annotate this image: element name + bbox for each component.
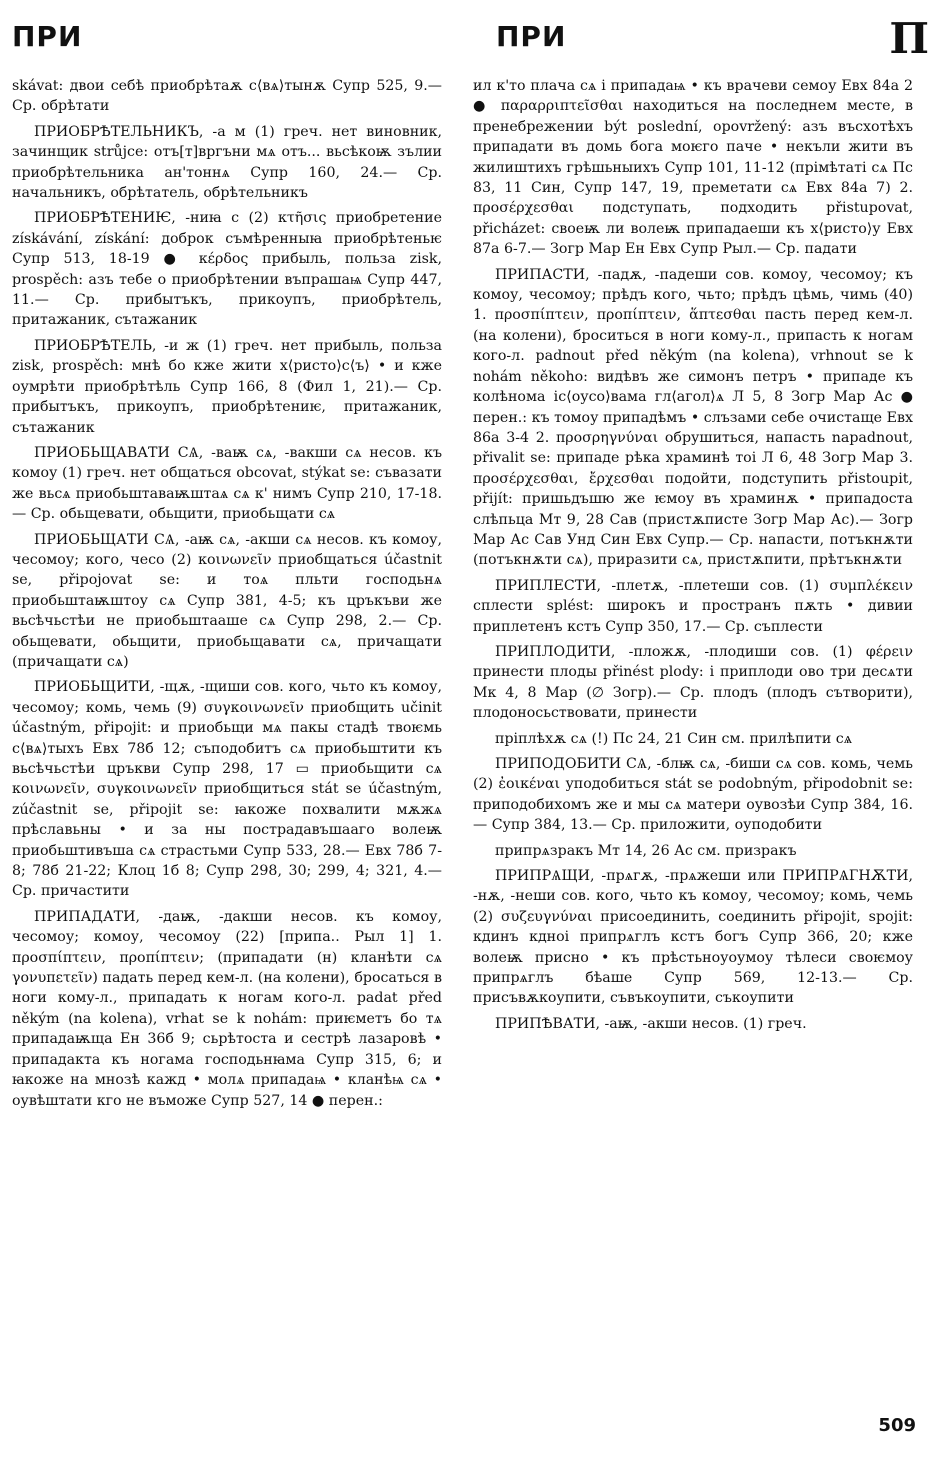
right-column: [473, 76, 913, 1406]
entry-priobshtati-se: ПРИОБЬЩАТИ СѦ, -аѭ сѧ, -акши сѧ несов. къ комоу, чесомоу; кого, чесо (2) κοινωνεῖν приобщаться účastnit se, připojovat se: и тоѧ пльти господьнѧ приобьштаѭштоу сѧ Супр 381, 4-5; къ цръкъви же вьсѣчьстѣи не приобьштааше сѧ Супр 298, 2.— Ср. обьщевати, обьщити, приобьщавати сѧ, причащати (причащати сѧ): [12, 531, 442, 670]
entry-continuation: ил к'то плача сѧ і припадаѩ • къ врачеви семоу Евх 84а 2 ● παραρριπτεῖσθαι находиться на последнем месте, в пренебрежении být poslední, opovržený: азъ въсхотѣхъ припадати въ домь бога моѥго паче • некъли жити въ жилиштихъ грѣшьныихъ Супр 101, 11-12 (прімѣтаті сѧ Пс 83, 11 Син, Супр 147, 19, преметати сѧ Евх 84а 7) 2. προσέρχεσθαι подступать, подходить přistupovat, přicházet: своеѭ ли волеѭ припадаеши къ х⟨ристо⟩у Евх 87а 6-7.— Зогр Мар Ен Евх Супр Рыл.— Ср. падати: [473, 78, 913, 258]
entry-priplesti: ПРИПЛЕСТИ, -плетѫ, -плетеши сов. (1) συμπλέκειν сплести splést: широкъ и пространъ пѫть • дивии приплетенъ кстъ Супр 350, 17.— Ср. съплести: [473, 577, 913, 635]
entry-priplehsha-se: прiплѣхѫ сѧ (!) Пс 24, 21 Син см. прилѣпити сѧ: [495, 730, 853, 747]
section-letter: П: [889, 14, 930, 63]
entry-priobshtavati-se: ПРИОБЬЩАВАТИ СѦ, -ваѭ сѧ, -вакши сѧ несов. къ комоу (1) греч. нет общаться obcovat, stýkat se: съвазати же вьсѧ приобьштаваѭштаѧ сѧ к' нимъ Супр 210, 17-18.— Ср. обьщевати, обьщити, приобьщати сѧ: [12, 444, 442, 523]
running-head-right: ПРИ: [496, 20, 567, 53]
page-number: 509: [878, 1415, 916, 1436]
entry-continuation: skávat: двои себѣ приобрѣтаѫ с⟨вѧ⟩тынѫ Супр 525, 9.— Ср. обрѣтати: [12, 78, 442, 115]
entry-pripodobiti-se: ПРИПОДОБИТИ СѦ, -блѭ сѧ, -биши сѧ сов. комь, чемь (2) ἐοικέναι уподобиться stát se podobným, připodobnit se: приподобихомъ же и мы сѧ матери оувозѣи Супр 384, 16.— Супр 384, 13.— Ср. приложити, оуподобити: [473, 756, 913, 834]
running-head-left: ПРИ: [12, 20, 83, 53]
entry-priobretel: ПРИОБРѢТЕЛЬ, -и ж (1) греч. нет прибыль, польза zisk, prospěch: мнѣ бо кже жити х⟨ристо⟩с⟨ъ⟩ • и кже оумрѣти приобрѣтѣль Супр 166, 8 (Фил 1, 21).— Ср. прибытъкъ, прикоупъ, приобрѣтениѥ, притажаник, сътажаник: [12, 337, 442, 436]
entry-pripasti: ПРИПАСТИ, -падѫ, -падеши сов. комоу, чесомоу; къ комоу, чесомоу; прѣдъ кого, чьто; прѣдъ цѣмь, чимь (40) 1. προσπίπτειν, προπίπτειν, ἅπτεσθαι пасть перед кем-л. (на колени), броситься в ноги кому-л., припасть к ногам кого-л. padnout před někým (na kolena), vrhnout se k nohám někoho: видѣвъ же симонъ петръ • припаде къ колѣнома іс⟨оусо⟩вама гл⟨агол⟩ѧ Л 5, 8 Зогр Мар Ас ● перен.: къ томоу припадѣмъ • слъзами себе очистаще Евх 86а 3-4 2. προσρηγνύναι обрушиться, напасть napadnout, přivalit se: припаде рѣка храминѣ тоі Л 6, 48 Зогр Мар 3. προσέρχεσθαι, ἔρχεσθαι подойти, подступить přistoupit, přijít: пришьдъшю же ѥмоу въ храминѫ • припадоста слѣпьца Мт 9, 28 Сав (пристѫписте Зогр Мар Ас).— Зогр Мар Ас Сав Унд Син Евх Супр.— Ср. напасти, потъкнѫти (потъкнѫти сѧ), приразити сѧ, пристѫпити, прѣтъкнѫти: [473, 266, 913, 569]
entry-pripreshti: ПРИПРѦЩИ, -прѧгѫ, -прѧжеши или ПРИПРѦГНѪТИ, -нѫ, -неши сов. кого, чьто къ комоу, чесомоу; комь, чемь (2) συζευγνύναι присоединить, соединить připojit, spojit: кдинъ кдноі припрѧглъ кстъ богъ Супр 366, 20; кже волеѭ присно • къ прѣстьноуоумоу тѣлеси своѥмоу припрѧглъ бѣаше Супр 569, 12-13.— Ср. присъвѫкоупити, съвъкоупити, съкоупити: [473, 868, 913, 1007]
entry-priobretelnik: ПРИОБРѢТЕЛЬНИКЪ, -а м (1) греч. нет виновник, зачинщик strůjce: отъ[т]вргъни мѧ отъ... вьсѣкоѭ зълии приобрѣтельника ан'тоннѧ Супр 160, 24.— Ср. начальникъ, обрѣтатель, обрѣтельникъ: [12, 123, 442, 202]
entry-pripadati: ПРИПАДАТИ, -даѭ, -дакши несов. къ комоу, чесомоу; комоу, чесомоу (22) [припа.. Рыл 1] 1. προσπίπτειν, προπίπτειν; (припадати (н) кланѣти сѧ γονυπετεῖν) падать перед кем-л. (на колени), бросаться в ноги кому-л., припадать к ногам кого-л. padat před někým (na kolena), vrhat se k nohám: приѥметъ бо тѧ припадаѭща Ен 36б 9; сьрѣтоста и сестрѣ лазаровѣ • припадакта къ ногама господьнꙗма Супр 315, 6; и ꙗкоже на мнозѣ кажд • молѧ припадаѩ • кланѣѩ сѧ • оувѣштати кго не въможе Супр 527, 14 ● перен.:: [12, 908, 442, 1109]
entry-priobretenie: ПРИОБРѢТЕНИѤ, -ниꙗ с (2) κτῆσις приобретение získávání, získání: доброк съмѣренныꙗ приобрѣтеньѥ Супр 513, 18-19 ● κέρδος прибыль, польза zisk, prospěch: азъ тебе о приобрѣтении въпрашаѩ Супр 447, 11.— Ср. прибытъкъ, прикоупъ, приобрѣтель, притажаник, сътажаник: [12, 210, 442, 329]
entry-priploditi: ПРИПЛОДИТИ, -пложѫ, -плодиши сов. (1) φέρειν принести плоды přinést plody: і приплоди ово три десѧти Мк 4, 8 Мар (∅ Зогр).— Ср. плодъ (плодъ сътворити), плодоносьствовати, принести: [473, 643, 913, 722]
entry-priprazrak: припрѧзракъ Мт 14, 26 Ас см. призракъ: [495, 842, 797, 859]
entry-priobshtiti: ПРИОБЬЩИТИ, -щѫ, -щиши сов. кого, чьто къ комоу, чесомоу; комь, чемь (9) συγκοινωνεῖν приобщить učinit účastným, připojit: и приобьщи мѧ пакы стадѣ твоѥмь с⟨вѧ⟩тыхъ Евх 78б 12; съподобитъ сѧ приобьштити къ вьсѣчьстѣи цръкви Супр 298, 17 ▭ приобьщити сѧ κοινωνεῖν, συγκοινωνεῖν приобщиться stát se účastným, zúčastnit se, připojit se: ꙗкоже похвалити мѫжѧ прѣславьны • и за ны пострадавъшааго волеѭ приобьштивъша сѧ страстьми Супр 533, 28.— Евх 78б 7-8; 78б 21-22; Клоц 1б 8; Супр 298, 30; 299, 4; 321, 4.— Ср. причастити: [12, 679, 442, 900]
entry-pripevati: ПРИПѢВАТИ, -аѭ, -акши несов. (1) греч.: [495, 1015, 807, 1032]
left-column: [12, 76, 442, 1426]
